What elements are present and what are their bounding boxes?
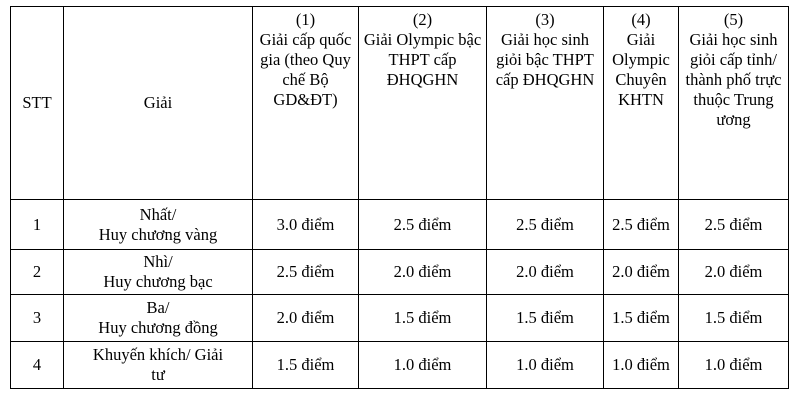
row-stt: 4	[11, 342, 64, 389]
header-col-1	[253, 7, 359, 200]
score-cell: 1.0 điểm	[359, 342, 487, 389]
row-stt: 2	[11, 250, 64, 295]
col-number: (5)	[723, 10, 744, 29]
col-title: Giải cấp quốc gia (theo Quy chế Bộ GD&ĐT)	[259, 30, 352, 109]
score-conversion-table	[10, 6, 789, 389]
score-cell: 1.5 điểm	[487, 295, 604, 342]
row-giai	[64, 250, 253, 295]
col-title: Giải học sinh giỏi cấp tỉnh/ thành phố trực thuộc Trung ương	[685, 30, 782, 129]
row-stt: 3	[11, 295, 64, 342]
row-giai-label: Nhì/ Huy chương bạc	[103, 252, 213, 291]
col-number: (3)	[535, 10, 555, 29]
col-number: (4)	[631, 10, 651, 29]
row-giai	[64, 342, 253, 389]
score-cell: 2.5 điểm	[253, 250, 359, 295]
header-col-5	[679, 7, 789, 200]
header-row	[11, 7, 789, 200]
col-number: (1)	[295, 10, 316, 29]
score-cell: 2.5 điểm	[604, 200, 679, 250]
col-title: Giải Olympic bậc THPT cấp ĐHQGHN	[363, 30, 482, 89]
table-row	[11, 200, 789, 250]
col-number: (2)	[412, 10, 433, 29]
header-stt: STT	[11, 7, 64, 200]
header-col-3	[487, 7, 604, 200]
table-row	[11, 295, 789, 342]
header-col-4	[604, 7, 679, 200]
score-cell: 3.0 điểm	[253, 200, 359, 250]
score-cell: 1.0 điểm	[679, 342, 789, 389]
row-giai-label: Ba/ Huy chương đồng	[98, 298, 218, 337]
row-giai	[64, 295, 253, 342]
row-giai	[64, 200, 253, 250]
score-cell: 2.5 điểm	[679, 200, 789, 250]
score-cell: 2.5 điểm	[359, 200, 487, 250]
col-title: Giải Olympic Chuyên KHTN	[612, 30, 670, 109]
score-cell: 1.5 điểm	[679, 295, 789, 342]
score-cell: 2.0 điểm	[253, 295, 359, 342]
row-giai-label: Nhất/ Huy chương vàng	[98, 204, 218, 244]
table-row	[11, 250, 789, 295]
score-cell: 2.0 điểm	[679, 250, 789, 295]
score-cell: 1.0 điểm	[604, 342, 679, 389]
score-cell: 2.0 điểm	[359, 250, 487, 295]
table-row	[11, 342, 789, 389]
row-giai-label: Khuyến khích/ Giải tư	[92, 345, 224, 384]
score-cell: 2.5 điểm	[487, 200, 604, 250]
col-title: Giải học sinh giỏi bậc THPT cấp ĐHQGHN	[495, 30, 595, 89]
score-cell: 2.0 điểm	[487, 250, 604, 295]
score-cell: 1.5 điểm	[604, 295, 679, 342]
score-cell: 1.5 điểm	[253, 342, 359, 389]
header-giai: Giải	[64, 7, 253, 200]
row-stt: 1	[11, 200, 64, 250]
score-cell: 1.0 điểm	[487, 342, 604, 389]
score-cell: 2.0 điểm	[604, 250, 679, 295]
header-col-2	[359, 7, 487, 200]
score-cell: 1.5 điểm	[359, 295, 487, 342]
